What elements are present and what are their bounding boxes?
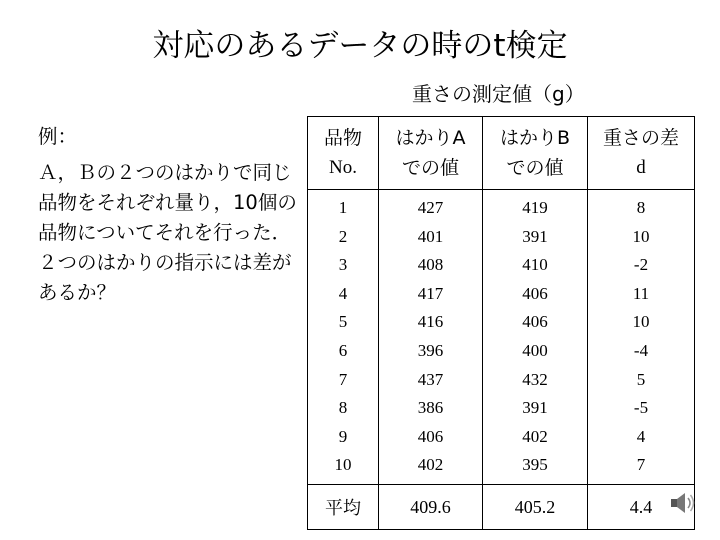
cell-diff: 8: [636, 198, 646, 217]
cell-scale-a: 408: [417, 255, 444, 275]
col-item-no: [308, 190, 379, 485]
cell-scale-b: 400: [522, 340, 548, 360]
cell-scale-b: 410: [522, 255, 548, 275]
cell-scale-a: 396: [417, 340, 444, 360]
header-item-no: [308, 117, 379, 190]
header-scale-a-line2: での値: [401, 157, 459, 179]
cell-no: 5: [338, 312, 348, 332]
cell-scale-b: 406: [522, 312, 548, 332]
cell-scale-b: 419: [522, 198, 548, 217]
cell-no: 7: [338, 369, 348, 389]
cell-diff: 7: [636, 455, 646, 475]
cell-no: 3: [338, 255, 348, 275]
cell-scale-b: 406: [522, 283, 548, 303]
header-scale-a: [379, 117, 483, 190]
cell-scale-a: 406: [417, 426, 444, 446]
cell-scale-a: 386: [417, 398, 444, 418]
header-row: [308, 117, 695, 190]
example-body: Ａ，Ｂの２つのはかりで同じ品物をそれぞれ量り，10個の品物についてそれを行った．２つのはかりの指示には差があるか？: [38, 161, 297, 304]
example-heading: 例：: [38, 125, 78, 148]
average-label: 平均: [308, 485, 379, 530]
cell-scale-b: 395: [522, 455, 548, 475]
cell-no: 2: [338, 226, 348, 246]
cell-diff: 4: [636, 426, 646, 446]
header-diff-line2: d: [636, 157, 646, 178]
values-row: [308, 190, 695, 485]
col-scale-a: [379, 190, 483, 485]
cell-diff: 10: [632, 312, 650, 332]
unit-note: 重さの測定値（g）: [412, 82, 585, 106]
cell-diff: -2: [633, 255, 649, 275]
cell-no: 8: [338, 398, 348, 418]
col-diff: [588, 190, 695, 485]
slide-title: 対応のあるデータの時のt検定: [152, 28, 568, 64]
cell-scale-b: 432: [522, 369, 548, 389]
cell-scale-b: 391: [522, 398, 548, 418]
cell-scale-a: 416: [417, 312, 444, 332]
header-diff: [588, 117, 695, 190]
header-scale-b-line2: での値: [506, 157, 564, 179]
cell-scale-a: 402: [417, 455, 444, 475]
cell-no: 9: [338, 426, 348, 446]
cell-no: 10: [334, 455, 352, 475]
cell-scale-a: 427: [417, 198, 444, 217]
example-text: [38, 122, 300, 308]
speaker-icon[interactable]: [668, 488, 698, 518]
average-scale-b: 405.2: [483, 485, 588, 530]
cell-diff: 10: [632, 226, 650, 246]
cell-diff: -4: [633, 340, 649, 360]
cell-no: 4: [338, 283, 348, 303]
average-row: [308, 485, 695, 530]
cell-no: 6: [338, 340, 348, 360]
header-item-no-line2: No.: [329, 157, 357, 178]
cell-scale-a: 437: [417, 369, 444, 389]
header-item-no-line1: 品物: [323, 127, 362, 149]
average-scale-a: 409.6: [379, 485, 483, 530]
cell-diff: -5: [633, 398, 649, 418]
cell-scale-b: 391: [522, 226, 548, 246]
average-diff: 4.4: [588, 485, 695, 530]
header-scale-a-line1: はかりA: [395, 127, 466, 149]
header-scale-b-line1: はかりB: [499, 127, 571, 149]
cell-scale-a: 417: [417, 283, 444, 303]
cell-diff: 5: [636, 369, 646, 389]
cell-diff: 11: [632, 283, 650, 303]
header-scale-b: [483, 117, 588, 190]
cell-scale-b: 402: [522, 426, 548, 446]
cell-scale-a: 401: [417, 226, 444, 246]
col-scale-b: [483, 190, 588, 485]
measurement-table: [307, 116, 695, 530]
header-diff-line1: 重さの差: [602, 127, 679, 149]
cell-no: 1: [338, 198, 348, 217]
